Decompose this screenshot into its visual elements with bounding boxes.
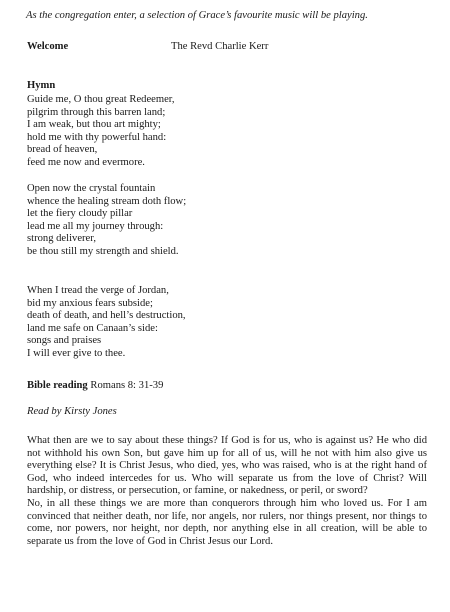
hymn-verse-2 [27,183,186,259]
verse-line: bread of heaven, [27,144,98,156]
verse-line: lead me all my journey through: [27,220,164,232]
verse-line: be thou still my strength and shield. [27,245,179,257]
verse-line: pilgrim through this barren land; [27,106,166,118]
verse-line: feed me now and evermore. [27,156,145,168]
reading-paragraph: What then are we to say about these things? If God is for us, who is against us? He who did not withhold his own Son, but gave him up for all of us, will he not with him also give us everything else? It is Christ Jesus, who died, yes, who was raised, who is at the right hand of God, who indeed intercedes for us. Who will separate us from the love of Christ? Will hardship, or distress, or persecution, or famine, or nakedness, or peril, or sword? [27,435,427,497]
welcome-leader: The Revd Charlie Kerr [171,41,269,52]
bible-reading-heading: Bible reading [27,380,88,391]
intro-note: As the congregation enter, a selection of Grace’s favourite music will be playing. [26,10,368,21]
verse-line: let the fiery cloudy pillar [27,208,133,220]
verse-line: death of death, and hell’s destruction, [27,310,186,322]
hymn-heading: Hymn [27,80,56,91]
verse-line: whence the healing stream doth flow; [27,195,187,207]
verse-line: land me safe on Canaan’s side: [27,322,158,334]
reading-paragraph: No, in all these things we are more than conquerors through him who loved us. For I am convinced that neither death, nor life, nor angels, nor rulers, nor things present, nor things to come, nor powers, nor height, nor depth, nor anything else in all creation, will be able to separate us from the love of God in Christ Jesus our Lord. [27,497,427,547]
verse-line: strong deliverer, [27,233,96,245]
reading-text [27,435,427,548]
hymn-verse-1 [27,94,175,170]
verse-line: When I tread the verge of Jordan, [27,285,169,296]
reader-credit: Read by Kirsty Jones [27,406,117,417]
verse-line: songs and praises [27,335,102,347]
verse-line: I am weak, but thou art mighty; [27,119,161,131]
bible-reading-row [27,380,163,393]
verse-line: hold me with thy powerful hand: [27,131,167,143]
verse-line: Guide me, O thou great Redeemer, [27,94,175,105]
verse-line: Open now the crystal fountain [27,183,156,194]
verse-line: bid my anxious fears subside; [27,297,153,309]
verse-line: I will ever give to thee. [27,347,126,359]
hymn-verse-3 [27,285,186,361]
welcome-heading: Welcome [27,41,69,52]
bible-reading-reference: Romans 8: 31-39 [90,380,164,391]
